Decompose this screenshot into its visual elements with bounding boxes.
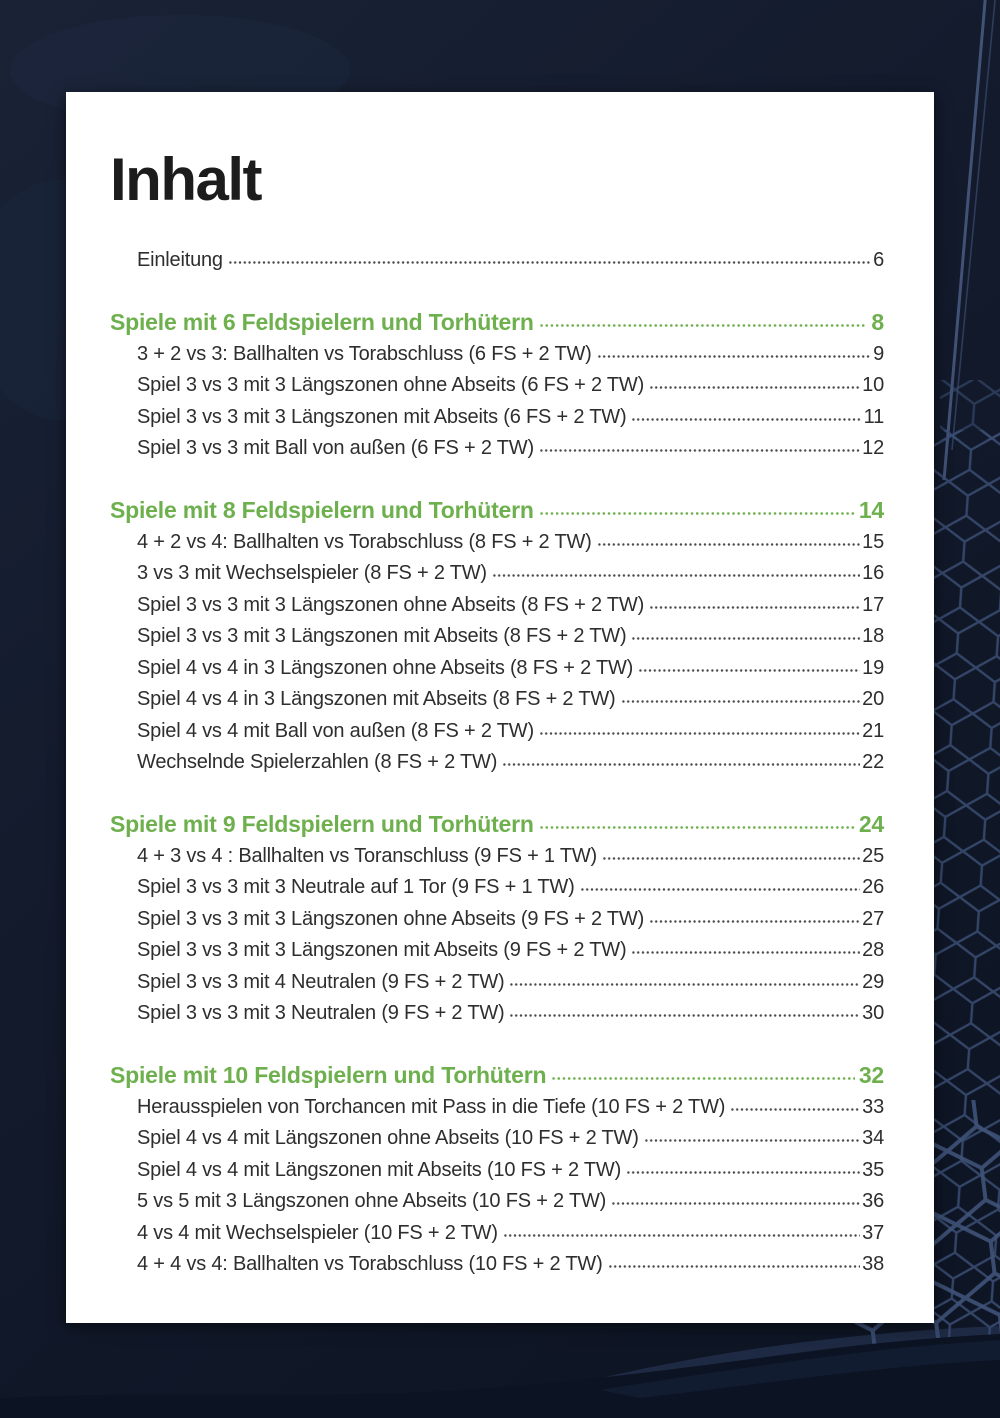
toc-entry-page: 36 <box>862 1190 884 1212</box>
toc-entry[interactable] <box>110 748 884 780</box>
toc-entry-label: Spiel 3 vs 3 mit 4 Neutralen (9 FS + 2 TW) <box>137 970 505 993</box>
dot-leader <box>597 340 871 360</box>
toc-entry[interactable] <box>110 999 884 1031</box>
toc-entry-label: Spiel 3 vs 3 mit 3 Längszonen mit Abseits (8 FS + 2 TW) <box>137 625 627 647</box>
dot-leader <box>551 1060 855 1083</box>
dot-leader <box>539 809 855 832</box>
toc-entry-label: Wechselnde Spielerzahlen (8 FS + 2 TW) <box>137 751 498 773</box>
toc-entry-page: 9 <box>873 342 884 365</box>
dot-leader <box>509 968 860 988</box>
toc-entry-page: 6 <box>873 249 884 271</box>
toc-entry-page: 20 <box>862 688 884 710</box>
toc-section-title: Spiele mit 10 Feldspielern und Torhütern <box>110 1061 547 1088</box>
toc-entry[interactable] <box>110 340 884 372</box>
toc-entry-label: Spiel 4 vs 4 mit Längszonen mit Abseits (10 FS + 2 TW) <box>137 1158 622 1181</box>
toc-entry-label: Spiel 3 vs 3 mit 3 Längszonen mit Abseits (6 FS + 2 TW) <box>137 405 627 428</box>
dot-leader <box>509 999 860 1019</box>
toc-entry-label: 5 vs 5 mit 3 Längszonen ohne Abseits (10 FS + 2 TW) <box>137 1190 607 1212</box>
toc-entry[interactable] <box>110 403 884 435</box>
toc-entry-page: 33 <box>862 1095 884 1118</box>
toc-entry[interactable] <box>110 1156 884 1188</box>
toc-entry[interactable] <box>110 1187 884 1219</box>
toc-entry-page: 18 <box>862 625 884 647</box>
toc-section-page: 14 <box>858 496 884 523</box>
toc-entry-label: 4 + 3 vs 4 : Ballhalten vs Toranschluss (9 FS + 1 TW) <box>137 844 597 867</box>
toc-entry-label: Spiel 4 vs 4 in 3 Längszonen mit Abseits (8 FS + 2 TW) <box>137 688 616 710</box>
toc-entry-page: 34 <box>862 1127 884 1149</box>
toc-entry[interactable] <box>110 434 884 466</box>
toc-entry-label: Einleitung <box>137 249 223 271</box>
dot-leader <box>611 1187 860 1207</box>
toc-section-header[interactable] <box>110 307 884 340</box>
toc-entry[interactable] <box>110 528 884 560</box>
dot-leader <box>503 1219 860 1239</box>
toc-entry[interactable] <box>110 717 884 749</box>
toc-entry[interactable] <box>110 1124 884 1156</box>
toc-entry-page: 27 <box>862 907 884 930</box>
dot-leader <box>539 495 855 518</box>
toc-section-title: Spiele mit 6 Feldspielern und Torhütern <box>110 308 534 335</box>
toc-entry[interactable] <box>110 1093 884 1125</box>
toc-section-page: 24 <box>858 810 884 837</box>
toc-entry-page: 21 <box>862 719 884 742</box>
dot-leader <box>580 873 861 893</box>
toc-entry-page: 26 <box>862 876 884 898</box>
dot-leader <box>539 307 868 330</box>
toc-entry[interactable] <box>110 622 884 654</box>
toc-entry[interactable] <box>110 1250 884 1282</box>
toc-entry-page: 30 <box>862 1002 884 1024</box>
toc-entry-page: 12 <box>862 437 884 459</box>
toc-entry-page: 37 <box>862 1221 884 1244</box>
toc-entry[interactable] <box>110 968 884 1000</box>
toc-entry-label: Spiel 4 vs 4 in 3 Längszonen ohne Abseits (8 FS + 2 TW) <box>137 656 634 679</box>
toc-section-title: Spiele mit 9 Feldspielern und Torhütern <box>110 810 534 837</box>
toc-entry-page: 16 <box>862 562 884 584</box>
toc-entry-page: 15 <box>862 530 884 553</box>
toc-section-header[interactable] <box>110 495 884 528</box>
toc-entry-page: 19 <box>862 656 884 679</box>
toc-entry-label: Spiel 3 vs 3 mit 3 Längszonen ohne Abseits (6 FS + 2 TW) <box>137 374 645 396</box>
toc-entry-label: Spiel 3 vs 3 mit 3 Längszonen ohne Abseits (9 FS + 2 TW) <box>137 907 645 930</box>
toc-entry-page: 28 <box>862 939 884 961</box>
toc-entry-label: Spiel 4 vs 4 mit Ball von außen (8 FS + 2 TW) <box>137 719 534 742</box>
dot-leader <box>631 403 861 423</box>
toc-section-8-feldspieler <box>110 495 884 780</box>
dot-leader <box>539 434 860 454</box>
dot-leader <box>631 622 860 642</box>
toc-section-page: 8 <box>871 308 884 335</box>
dot-leader <box>492 559 860 579</box>
toc-entry[interactable] <box>110 685 884 717</box>
toc-entry[interactable] <box>110 559 884 591</box>
toc-entry-label: Spiel 3 vs 3 mit Ball von außen (6 FS + 2 TW) <box>137 437 534 459</box>
dot-leader <box>649 905 860 925</box>
dot-leader <box>502 748 860 768</box>
toc-entry-label: Spiel 3 vs 3 mit 3 Neutrale auf 1 Tor (9 FS + 1 TW) <box>137 876 575 898</box>
toc-entry-label: Spiel 3 vs 3 mit 3 Längszonen mit Abseits (9 FS + 2 TW) <box>137 939 627 961</box>
toc-section-9-feldspieler <box>110 809 884 1031</box>
dot-leader <box>649 591 860 611</box>
toc-section-10-feldspieler <box>110 1060 884 1282</box>
toc-entry-page: 22 <box>862 751 884 773</box>
toc-entry-label: 4 + 4 vs 4: Ballhalten vs Torabschluss (10 FS + 2 TW) <box>137 1253 603 1275</box>
dot-leader <box>602 842 860 862</box>
dot-leader <box>608 1250 861 1270</box>
toc-entry-page: 38 <box>862 1253 884 1275</box>
toc-entry[interactable] <box>110 371 884 403</box>
toc-entry-label: 4 vs 4 mit Wechselspieler (10 FS + 2 TW) <box>137 1221 498 1244</box>
table-of-contents <box>110 246 884 1282</box>
toc-entry[interactable] <box>110 936 884 968</box>
toc-page <box>66 92 934 1323</box>
dot-leader <box>621 685 861 705</box>
toc-entry[interactable] <box>110 1219 884 1251</box>
toc-entry[interactable] <box>110 905 884 937</box>
toc-section-6-feldspieler <box>110 307 884 466</box>
toc-section-header[interactable] <box>110 1060 884 1093</box>
toc-entry-label: 4 + 2 vs 4: Ballhalten vs Torabschluss (8 FS + 2 TW) <box>137 530 592 553</box>
dot-leader <box>626 1156 860 1176</box>
toc-entry-label: Herausspielen von Torchancen mit Pass in die Tiefe (10 FS + 2 TW) <box>137 1095 726 1118</box>
dot-leader <box>644 1124 860 1144</box>
toc-entry-label: Spiel 3 vs 3 mit 3 Neutralen (9 FS + 2 TW) <box>137 1002 505 1024</box>
toc-entry-page: 11 <box>863 405 884 428</box>
toc-section-header[interactable] <box>110 809 884 842</box>
dot-leader <box>631 936 860 956</box>
toc-entry[interactable] <box>110 654 884 686</box>
dot-leader <box>638 654 860 674</box>
page-title: Inhalt <box>110 146 261 213</box>
toc-entry[interactable] <box>110 842 884 874</box>
dot-leader <box>597 528 861 548</box>
dot-leader <box>228 246 871 266</box>
toc-entry-page: 17 <box>862 593 884 616</box>
toc-entry-label: 3 + 2 vs 3: Ballhalten vs Torabschluss (6 FS + 2 TW) <box>137 342 592 365</box>
toc-entry-page: 25 <box>862 844 884 867</box>
toc-entry-label: Spiel 4 vs 4 mit Längszonen ohne Abseits (10 FS + 2 TW) <box>137 1127 639 1149</box>
toc-section-title: Spiele mit 8 Feldspielern und Torhütern <box>110 496 534 523</box>
dot-leader <box>649 371 860 391</box>
dot-leader <box>730 1093 860 1113</box>
toc-entry-einleitung[interactable] <box>110 246 884 278</box>
toc-entry[interactable] <box>110 591 884 623</box>
toc-section-page: 32 <box>858 1061 884 1088</box>
toc-entry-label: Spiel 3 vs 3 mit 3 Längszonen ohne Abseits (8 FS + 2 TW) <box>137 593 645 616</box>
toc-entry-page: 10 <box>862 374 884 396</box>
toc-entry-page: 35 <box>862 1158 884 1181</box>
toc-entry-label: 3 vs 3 mit Wechselspieler (8 FS + 2 TW) <box>137 562 487 584</box>
toc-entry-page: 29 <box>862 970 884 993</box>
toc-entry[interactable] <box>110 873 884 905</box>
dot-leader <box>539 717 860 737</box>
